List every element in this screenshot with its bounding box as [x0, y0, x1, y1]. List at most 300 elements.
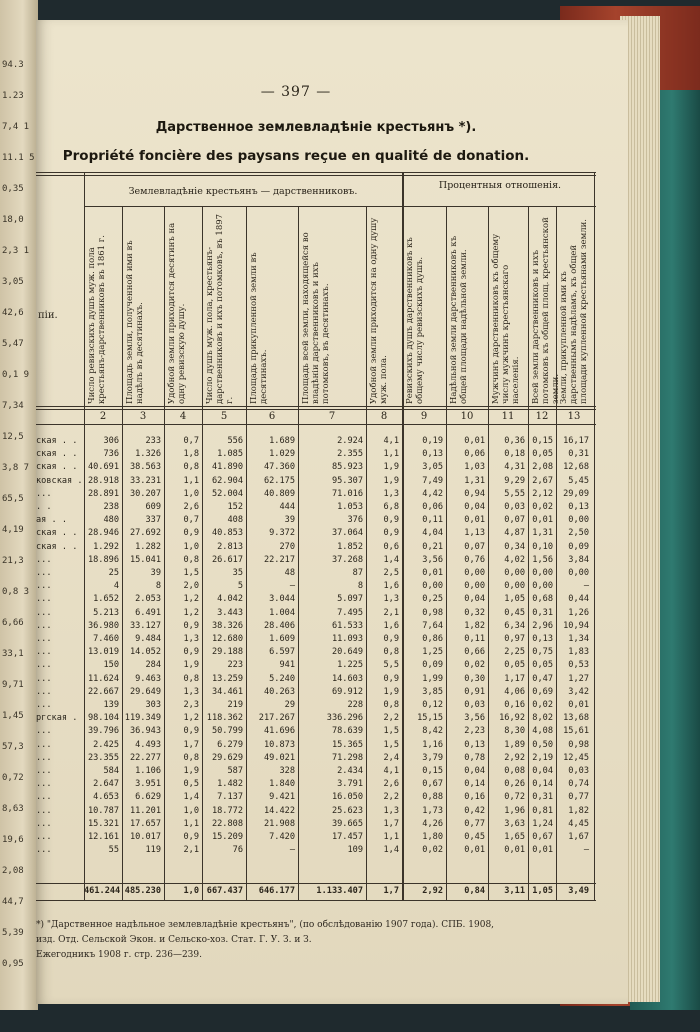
- table-cell: 0,09: [568, 541, 589, 552]
- table-cell: 2,96: [532, 620, 553, 631]
- footnote: [36, 918, 596, 963]
- table-cell: 1,05: [504, 594, 525, 605]
- table-cell: 3,56: [422, 554, 443, 565]
- table-cell: 0,01: [532, 515, 553, 526]
- table-cell: 2,12: [532, 488, 553, 499]
- table-cell: 0,75: [532, 647, 553, 658]
- table-cell: —: [289, 581, 295, 592]
- table-cell: 337: [145, 515, 161, 526]
- table-cell: 10,94: [563, 620, 589, 631]
- table-cell: 5.213: [93, 607, 119, 618]
- left-page-text: 1.23: [2, 91, 24, 101]
- table-cell: 55: [108, 845, 119, 856]
- table-cell: 408: [227, 515, 243, 526]
- table-cell: 0,25: [422, 594, 443, 605]
- row-label: ...: [36, 647, 52, 658]
- table-cell: 7,49: [422, 475, 443, 486]
- left-page-text: 7,4 1: [2, 122, 30, 132]
- table-cell: 21.908: [263, 818, 295, 829]
- row-label: ...: [36, 805, 52, 816]
- table-cell: 0,34: [504, 541, 525, 552]
- table-cell: 33.231: [129, 475, 161, 486]
- table-cell: 69.912: [331, 686, 363, 697]
- table-cell: 7.420: [269, 832, 295, 842]
- column-number: 11: [501, 411, 515, 422]
- table-cell: 2,6: [183, 502, 199, 512]
- group-rule-right: [402, 206, 596, 207]
- table-cell: 18.772: [211, 805, 243, 816]
- table-cell: 8: [155, 581, 161, 592]
- table-cell: 376: [347, 515, 363, 526]
- book-page: [36, 20, 628, 1004]
- header-bottom-rule-double: [36, 409, 596, 410]
- table-cell: 28.891: [87, 488, 119, 499]
- total-cell: 667.437: [206, 886, 243, 896]
- table-cell: 0,45: [464, 832, 485, 842]
- column-number: 12: [535, 411, 549, 422]
- table-cell: 0,08: [504, 766, 525, 776]
- table-cell: 0,00: [568, 515, 589, 526]
- table-cell: 0,9: [383, 515, 399, 526]
- title-french: Propriété foncière des paysans reçue en qualité de donation.: [62, 148, 530, 164]
- header-bottom-rule: [36, 406, 596, 407]
- table-cell: 0,8: [383, 700, 399, 710]
- table-cell: 270: [279, 541, 295, 552]
- table-cell: 1,65: [504, 832, 525, 842]
- table-cell: 0,44: [568, 594, 589, 605]
- left-page-text: 94.3: [2, 60, 24, 70]
- table-cell: 52.004: [211, 488, 243, 499]
- table-cell: 4.653: [93, 792, 119, 803]
- table-cell: 1.609: [269, 634, 295, 644]
- left-page-text: 0,35: [2, 184, 24, 194]
- table-cell: 4.042: [217, 594, 243, 605]
- table-cell: 336.296: [326, 713, 363, 724]
- table-cell: 0,86: [422, 634, 443, 644]
- table-cell: 1,73: [422, 805, 443, 816]
- table-cell: 0,8: [183, 673, 199, 684]
- table-cell: 1,3: [383, 488, 399, 499]
- table-cell: 0,00: [504, 568, 525, 578]
- table-cell: 38.563: [129, 462, 161, 473]
- table-cell: 0,13: [464, 739, 485, 750]
- table-cell: 0,00: [422, 581, 443, 592]
- table-cell: 39.665: [331, 818, 363, 829]
- table-cell: 1.053: [337, 502, 363, 512]
- table-cell: 36.980: [87, 620, 119, 631]
- table-cell: 62.904: [211, 475, 243, 486]
- table-cell: 0,9: [183, 832, 199, 842]
- column-header: Площадь прикупленной земли въ десятинахъ.: [249, 252, 269, 404]
- table-cell: 0,98: [422, 607, 443, 618]
- table-cell: 1,3: [383, 805, 399, 816]
- left-page-text: 8,63: [2, 804, 24, 814]
- total-cell: 485.230: [124, 886, 161, 896]
- table-cell: 15.209: [211, 832, 243, 842]
- table-cell: —: [289, 845, 295, 856]
- table-cell: 0,07: [464, 541, 485, 552]
- table-cell: 3,63: [504, 818, 525, 829]
- table-cell: 303: [145, 700, 161, 710]
- page-number: — 397 —: [260, 84, 332, 100]
- table-cell: 28.406: [263, 620, 295, 631]
- table-cell: 20.649: [331, 647, 363, 658]
- total-cell: 2,92: [422, 886, 443, 896]
- table-cell: 0,69: [532, 686, 553, 697]
- total-cell: 3,49: [568, 886, 589, 896]
- table-cell: 1,2: [183, 607, 199, 618]
- table-cell: 119: [145, 845, 161, 856]
- column-header: Удобной земли приходится на одну душу муж. пола.: [369, 217, 389, 404]
- table-cell: 0,67: [532, 832, 553, 842]
- table-cell: 217.267: [258, 713, 295, 724]
- table-cell: 10.873: [263, 739, 295, 750]
- table-cell: 1,83: [568, 647, 589, 658]
- table-cell: 1,3: [183, 686, 199, 697]
- table-cell: 0,8: [183, 554, 199, 565]
- table-cell: 3,56: [464, 713, 485, 724]
- table-cell: 9.372: [269, 528, 295, 539]
- row-label: ...: [36, 845, 52, 856]
- table-cell: 15.041: [129, 554, 161, 565]
- table-cell: 0,5: [183, 779, 199, 790]
- table-cell: 12,45: [563, 752, 589, 763]
- table-cell: 3,85: [422, 686, 443, 697]
- table-cell: 1,7: [383, 818, 399, 829]
- table-cell: 1,80: [422, 832, 443, 842]
- table-cell: 3,05: [422, 462, 443, 473]
- table-cell: 6.279: [217, 739, 243, 750]
- table-cell: 4,1: [383, 436, 399, 446]
- table-cell: 584: [103, 766, 119, 776]
- table-cell: 25: [108, 568, 119, 578]
- table-cell: 0,00: [568, 568, 589, 578]
- footnote-line-3: Ежегодникъ 1908 г. стр. 236—239.: [36, 950, 202, 960]
- table-cell: 1,17: [504, 673, 525, 684]
- table-cell: 5,55: [504, 488, 525, 499]
- left-page-text: 0,8 3: [2, 587, 30, 597]
- table-cell: 1,31: [532, 528, 553, 539]
- table-cell: 25.623: [331, 805, 363, 816]
- table-cell: 0,00: [464, 568, 485, 578]
- table-cell: 119.349: [124, 713, 161, 724]
- table-cell: 2,1: [383, 607, 399, 618]
- table-cell: 2,3: [183, 700, 199, 710]
- table-cell: 736: [103, 449, 119, 460]
- left-page-text: 6,66: [2, 618, 24, 628]
- table-cell: 10.787: [87, 805, 119, 816]
- table-cell: 2,2: [383, 792, 399, 803]
- table-cell: 14.422: [263, 805, 295, 816]
- column-number: 10: [460, 411, 474, 422]
- table-cell: 1,25: [422, 647, 443, 658]
- table-cell: 0,36: [504, 436, 525, 446]
- table-cell: 0,30: [464, 673, 485, 684]
- table-cell: 3.443: [217, 607, 243, 618]
- table-bottom-rule: [36, 900, 596, 901]
- table-cell: 0,77: [464, 818, 485, 829]
- table-cell: 4: [113, 581, 119, 592]
- table-cell: 16,17: [563, 436, 589, 446]
- table-cell: 0,01: [568, 700, 589, 710]
- column-number: 4: [179, 411, 187, 422]
- table-cell: 33.127: [129, 620, 161, 631]
- column-number: 8: [380, 411, 388, 422]
- table-cell: 39.796: [87, 726, 119, 737]
- table-cell: 1,1: [383, 449, 399, 460]
- table-cell: 0,72: [504, 792, 525, 803]
- table-cell: 0,07: [504, 515, 525, 526]
- table-cell: 1,82: [464, 620, 485, 631]
- row-label: . .: [36, 502, 52, 512]
- table-cell: 3.044: [269, 594, 295, 605]
- column-header: Площадь земли, полученной ими въ надѣлъ въ десятинахъ.: [125, 240, 145, 404]
- table-cell: 0,13: [568, 502, 589, 512]
- total-cell: 1,05: [532, 886, 553, 896]
- table-cell: 0,6: [383, 541, 399, 552]
- column-header: Надѣльной земли дарственниковъ къ общей площади надѣльной земли.: [449, 235, 469, 404]
- table-cell: 0,94: [464, 488, 485, 499]
- table-cell: 1,8: [183, 449, 199, 460]
- table-cell: 9,29: [504, 475, 525, 486]
- table-cell: 1,89: [504, 739, 525, 750]
- column-header: Ревизскихъ душъ дарственниковъ къ общему числу ревизскихъ душъ.: [405, 237, 425, 404]
- column-number: 2: [99, 411, 107, 422]
- table-cell: 1,9: [183, 766, 199, 776]
- row-label: ...: [36, 686, 52, 697]
- table-cell: 0,98: [568, 739, 589, 750]
- table-cell: 0,11: [464, 634, 485, 644]
- column-number: 3: [139, 411, 147, 422]
- table-cell: 15,61: [563, 726, 589, 737]
- table-cell: 29,09: [563, 488, 589, 499]
- table-cell: 1.689: [269, 436, 295, 446]
- left-page-text: 0,95: [2, 959, 24, 969]
- column-header: Удобной земли приходится десятинъ на одну ревизскую душу.: [167, 222, 187, 404]
- table-cell: 16.050: [331, 792, 363, 803]
- table-cell: 95.307: [331, 475, 363, 486]
- row-label: ая . .: [36, 515, 68, 526]
- row-label: ...: [36, 779, 52, 790]
- table-cell: 3,42: [568, 686, 589, 697]
- row-label: ...: [36, 832, 52, 842]
- group-rule-left: [84, 206, 402, 207]
- total-cell: 1,0: [183, 886, 199, 896]
- table-cell: 62.175: [263, 475, 295, 486]
- table-cell: 16,92: [499, 713, 525, 724]
- row-label: ская . .: [36, 462, 78, 473]
- row-label: ...: [36, 766, 52, 776]
- row-label: ...: [36, 594, 52, 605]
- row-label: ...: [36, 660, 52, 671]
- column-header: Всей земли дарственниковъ и ихъ потомковъ къ общей площ. крестьянской земли.: [531, 217, 561, 404]
- table-cell: 609: [145, 502, 161, 512]
- table-cell: 306: [103, 436, 119, 446]
- total-cell: 3,11: [504, 886, 525, 896]
- table-cell: 0,47: [532, 673, 553, 684]
- left-page-text: 9,71: [2, 680, 24, 690]
- table-cell: 18.896: [87, 554, 119, 565]
- table-cell: 0,04: [464, 594, 485, 605]
- row-label: ...: [36, 581, 52, 592]
- table-cell: 1,26: [568, 607, 589, 618]
- table-cell: 1.652: [93, 594, 119, 605]
- row-label: ...: [36, 700, 52, 710]
- table-cell: 71.016: [331, 488, 363, 499]
- table-cell: 0,97: [504, 634, 525, 644]
- table-cell: 0,14: [532, 779, 553, 790]
- table-cell: 1,56: [532, 554, 553, 565]
- table-cell: 3.951: [135, 779, 161, 790]
- column-number: 13: [567, 411, 581, 422]
- table-cell: 0,13: [422, 449, 443, 460]
- left-page-text: 11.1 5: [2, 153, 35, 163]
- table-cell: 4,87: [504, 528, 525, 539]
- table-cell: 4,31: [504, 462, 525, 473]
- table-cell: 0,18: [504, 449, 525, 460]
- table-cell: 150: [103, 660, 119, 671]
- table-cell: 0,10: [532, 541, 553, 552]
- left-page-text: 3,05: [2, 277, 24, 287]
- table-cell: 5.097: [337, 594, 363, 605]
- table-cell: 0,91: [464, 686, 485, 697]
- table-cell: 76: [232, 845, 243, 856]
- table-cell: 13,68: [563, 713, 589, 724]
- table-cell: 3,79: [422, 752, 443, 763]
- table-cell: 1,3: [383, 594, 399, 605]
- table-cell: 8,42: [422, 726, 443, 737]
- table-cell: 0,16: [464, 792, 485, 803]
- row-label: ...: [36, 726, 52, 737]
- table-cell: 4.493: [135, 739, 161, 750]
- table-cell: 1,9: [383, 475, 399, 486]
- table-cell: 49.021: [263, 752, 295, 763]
- table-cell: 1,0: [183, 488, 199, 499]
- table-cell: 11.624: [87, 673, 119, 684]
- table-cell: 40.853: [211, 528, 243, 539]
- table-cell: 1,03: [464, 462, 485, 473]
- table-cell: 0,14: [464, 779, 485, 790]
- table-cell: 0,42: [464, 805, 485, 816]
- table-cell: 1,3: [183, 634, 199, 644]
- table-cell: 0,03: [504, 502, 525, 512]
- table-cell: 30.207: [129, 488, 161, 499]
- table-cell: 0,05: [504, 660, 525, 671]
- table-cell: 6.629: [135, 792, 161, 803]
- left-page-text: 44,7: [2, 897, 24, 907]
- left-page-text: 18,0: [2, 215, 24, 225]
- row-label: ская . .: [36, 541, 78, 552]
- table-cell: 2,0: [183, 581, 199, 592]
- table-cell: 1,1: [383, 832, 399, 842]
- table-cell: 11.093: [331, 634, 363, 644]
- table-cell: 0,00: [532, 581, 553, 592]
- column-rule: [594, 172, 595, 900]
- table-cell: 5.240: [269, 673, 295, 684]
- totals-rule: [36, 883, 596, 884]
- table-cell: 0,01: [464, 845, 485, 856]
- table-cell: 2,08: [532, 462, 553, 473]
- table-cell: 0,9: [183, 620, 199, 631]
- table-cell: 15.365: [331, 739, 363, 750]
- table-cell: 152: [227, 502, 243, 512]
- table-cell: 10.017: [129, 832, 161, 842]
- table-cell: 587: [227, 766, 243, 776]
- left-page-text: 2,3 1: [2, 246, 30, 256]
- table-cell: 1,9: [183, 660, 199, 671]
- table-cell: 328: [279, 766, 295, 776]
- table-cell: 7.460: [93, 634, 119, 644]
- table-cell: 7,64: [422, 620, 443, 631]
- table-cell: 9.484: [135, 634, 161, 644]
- table-cell: 48: [284, 568, 295, 578]
- group-head-right: Процентныя отношенія.: [438, 180, 562, 191]
- table-cell: 0,88: [422, 792, 443, 803]
- table-cell: 0,00: [532, 568, 553, 578]
- table-cell: 0,06: [422, 502, 443, 512]
- table-cell: 1,4: [383, 554, 399, 565]
- table-cell: 109: [347, 845, 363, 856]
- table-cell: 0,67: [422, 779, 443, 790]
- table-cell: 40.263: [263, 686, 295, 697]
- table-cell: 29: [284, 700, 295, 710]
- table-cell: 0,7: [183, 515, 199, 526]
- row-label: ...: [36, 554, 52, 565]
- table-cell: 4,42: [422, 488, 443, 499]
- table-cell: 35: [232, 568, 243, 578]
- table-cell: 2.924: [337, 436, 363, 446]
- table-cell: 1.029: [269, 449, 295, 460]
- table-cell: 1,2: [183, 713, 199, 724]
- table-cell: 0,09: [422, 660, 443, 671]
- table-cell: 0,9: [383, 634, 399, 644]
- table-cell: 6.597: [269, 647, 295, 658]
- table-cell: 13.259: [211, 673, 243, 684]
- footnote-line-1: *) "Дарственное надѣльное землевладѣніе крестьянъ", (по обслѣдованію 1907 года). СПБ. 1908,: [36, 920, 495, 930]
- table-cell: 0,05: [532, 449, 553, 460]
- table-cell: 139: [103, 700, 119, 710]
- table-cell: 1,24: [532, 818, 553, 829]
- table-cell: 0,04: [532, 766, 553, 776]
- table-cell: 0,02: [422, 845, 443, 856]
- table-cell: 34.461: [211, 686, 243, 697]
- table-cell: 28.918: [87, 475, 119, 486]
- table-cell: 0,26: [504, 779, 525, 790]
- table-cell: 0,31: [568, 449, 589, 460]
- table-cell: 223: [227, 660, 243, 671]
- row-label: ...: [36, 673, 52, 684]
- table-cell: 1,96: [504, 805, 525, 816]
- table-cell: 0,01: [532, 845, 553, 856]
- table-cell: 37.268: [331, 554, 363, 565]
- table-cell: 22.217: [263, 554, 295, 565]
- table-cell: 41.696: [263, 726, 295, 737]
- table-cell: 0,7: [183, 436, 199, 446]
- table-cell: 0,02: [532, 502, 553, 512]
- table-cell: 4,26: [422, 818, 443, 829]
- table-top-rule-double: [36, 175, 596, 176]
- table-cell: 0,11: [422, 515, 443, 526]
- table-cell: 14.052: [129, 647, 161, 658]
- table-cell: 219: [227, 700, 243, 710]
- table-cell: 23.355: [87, 752, 119, 763]
- table-cell: 4,02: [504, 554, 525, 565]
- left-page-text: 33,1: [2, 649, 24, 659]
- table-cell: 87: [352, 568, 363, 578]
- left-page-text: 4,19: [2, 525, 24, 535]
- table-cell: 37.064: [331, 528, 363, 539]
- table-cell: 7.495: [337, 607, 363, 618]
